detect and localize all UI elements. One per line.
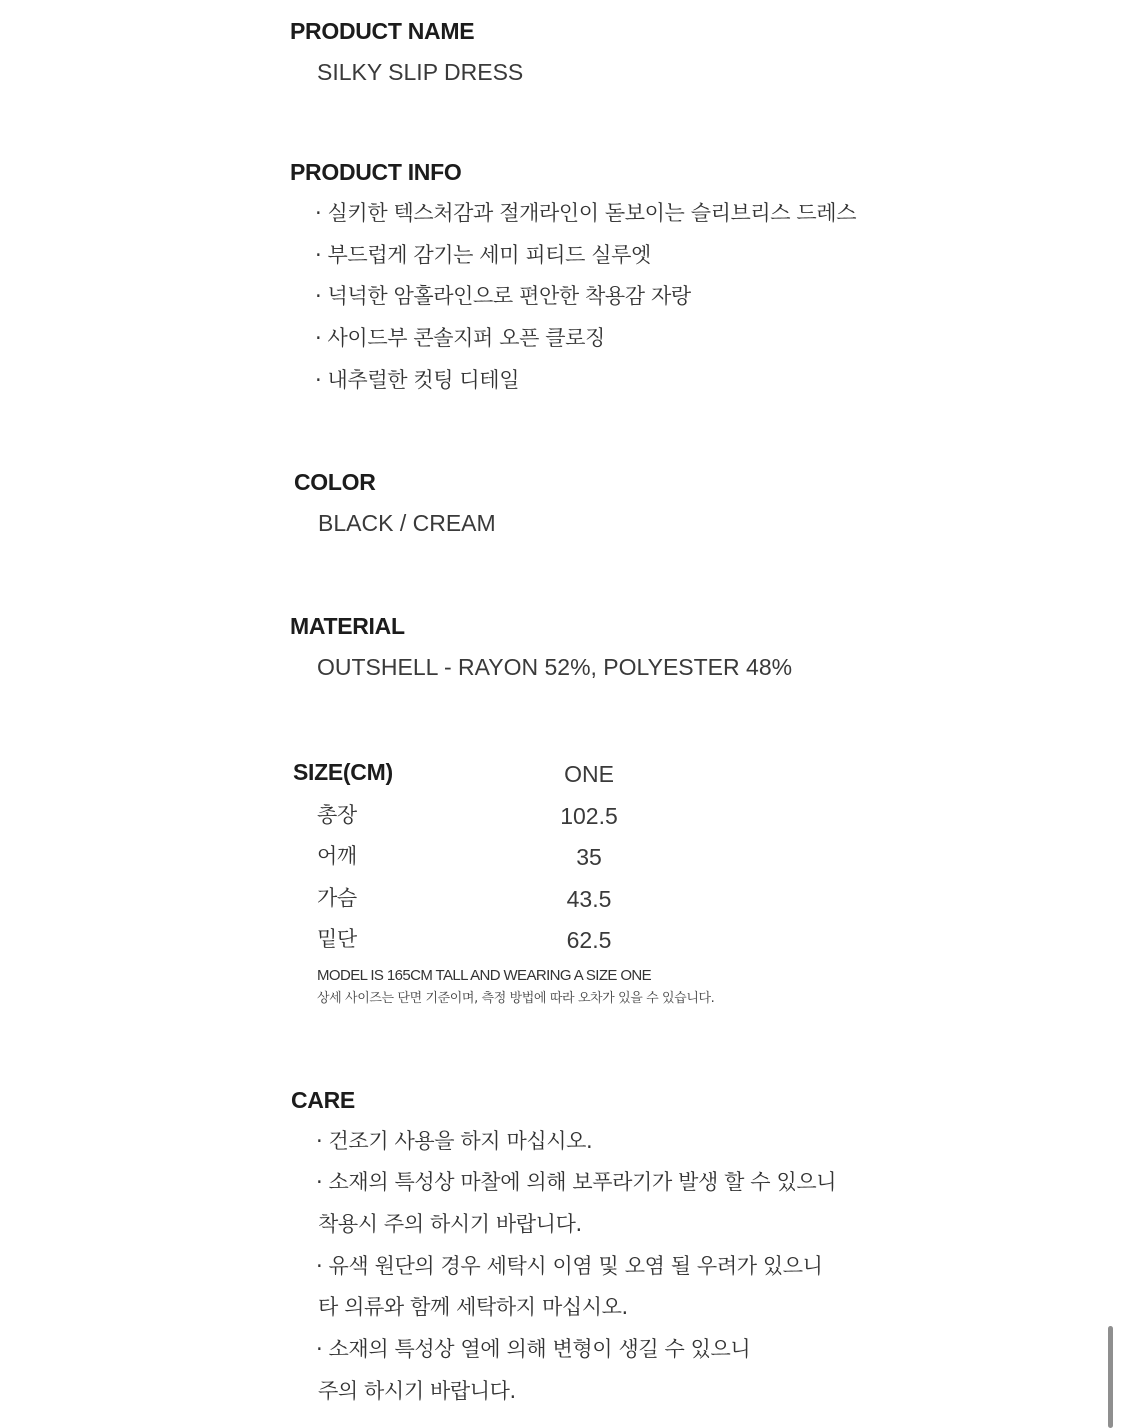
size-row-value: 35: [576, 844, 602, 870]
color-value: BLACK / CREAM: [318, 510, 496, 536]
material-value: OUTSHELL - RAYON 52%, POLYESTER 48%: [317, 654, 793, 680]
care-line: · 유색 원단의 경우 세탁시 이염 및 오염 될 우려가 있으니: [316, 1254, 823, 1278]
measure-note: 상세 사이즈는 단면 기준이며, 측정 방법에 따라 오차가 있을 수 있습니다.: [317, 991, 715, 1006]
product-info-item: · 실키한 텍스처감과 절개라인이 돋보이는 슬리브리스 드레스: [315, 201, 857, 225]
product-info-item: · 내추럴한 컷팅 디테일: [315, 368, 520, 392]
size-row-value: 62.5: [566, 927, 612, 953]
model-note: MODEL IS 165CM TALL AND WEARING A SIZE ONE: [317, 967, 652, 984]
size-row-label: 어깨: [317, 844, 357, 868]
material-heading: MATERIAL: [290, 613, 405, 639]
scrollbar[interactable]: [1108, 1326, 1113, 1428]
size-column-header: ONE: [564, 761, 614, 787]
care-line: 주의 하시기 바랍니다.: [318, 1379, 516, 1403]
product-info-item: · 사이드부 콘솔지퍼 오픈 클로징: [315, 326, 605, 350]
size-heading: SIZE(CM): [293, 759, 393, 785]
care-heading: CARE: [291, 1087, 355, 1113]
size-row-label: 가슴: [317, 886, 357, 910]
product-info-item: · 넉넉한 암홀라인으로 편안한 착용감 자랑: [315, 284, 691, 308]
care-line: · 건조기 사용을 하지 마십시오.: [316, 1129, 593, 1153]
care-line: 착용시 주의 하시기 바랍니다.: [318, 1212, 582, 1236]
care-line: · 소재의 특성상 마찰에 의해 보푸라기가 발생 할 수 있으니: [316, 1170, 837, 1194]
product-name-value: SILKY SLIP DRESS: [317, 59, 524, 85]
color-heading: COLOR: [294, 469, 376, 495]
size-row-label: 밑단: [317, 927, 357, 951]
size-row-value: 43.5: [566, 886, 612, 912]
product-info-heading: PRODUCT INFO: [290, 159, 462, 185]
size-row-label: 총장: [317, 803, 357, 827]
care-line: · 소재의 특성상 열에 의해 변형이 생길 수 있으니: [316, 1337, 751, 1361]
size-row-value: 102.5: [560, 803, 618, 829]
product-info-item: · 부드럽게 감기는 세미 피티드 실루엣: [315, 243, 651, 267]
product-name-heading: PRODUCT NAME: [290, 18, 475, 44]
care-line: 타 의류와 함께 세탁하지 마십시오.: [318, 1295, 628, 1319]
